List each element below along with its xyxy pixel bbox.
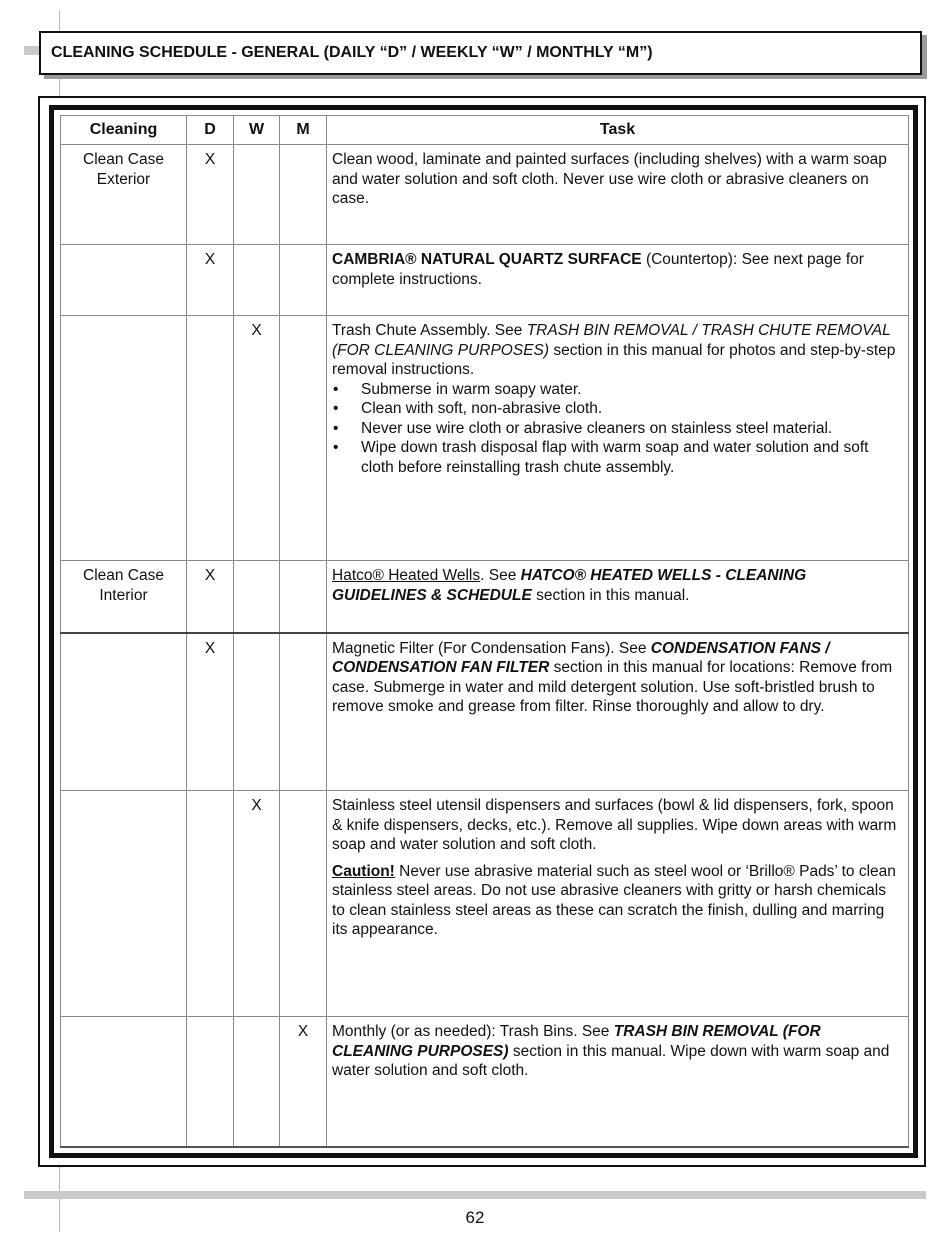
row-category xyxy=(61,245,187,316)
row-category xyxy=(61,1017,187,1147)
table-row xyxy=(61,561,909,633)
list-item: • Clean with soft, non-abrasive cloth. xyxy=(361,399,902,419)
weekly-mark xyxy=(234,561,280,633)
daily-mark: X xyxy=(187,633,234,791)
task-bold-italic-text: HATCO® HEATED WELLS - CLEANING GUIDELINES & SCHEDULE xyxy=(332,567,807,604)
table-row xyxy=(61,1017,909,1147)
table-row xyxy=(61,316,909,561)
column-header-weekly: W xyxy=(234,116,280,145)
task-text: Trash Chute Assembly. See xyxy=(332,322,527,339)
task-description xyxy=(327,561,909,633)
task-text: (Countertop): See next page for complete instructions. xyxy=(332,251,864,288)
daily-mark xyxy=(187,791,234,1017)
task-description xyxy=(327,633,909,791)
table-row xyxy=(61,245,909,316)
weekly-mark xyxy=(234,1017,280,1147)
task-text: section in this manual for photos and step-by-step removal instructions. xyxy=(332,341,896,378)
daily-mark: X xyxy=(187,145,234,245)
task-bold-text: CAMBRIA® NATURAL QUARTZ SURFACE xyxy=(332,251,642,268)
daily-mark xyxy=(187,1017,234,1147)
task-text: section in this manual. Wipe down with warm soap and water solution and soft cloth. xyxy=(332,1042,890,1079)
row-category: Clean Case Interior xyxy=(61,561,187,633)
monthly-mark: X xyxy=(280,1017,327,1147)
daily-mark: X xyxy=(187,561,234,633)
decorative-bar-bottom xyxy=(24,1191,926,1199)
caution-text: Never use abrasive material such as steel wool or ‘Brillo® Pads’ to clean stainless steel areas. Do not use abrasive cleaners with gritty or harsh chemicals to clean stainless steel areas as these can scratch the finish, dulling and marring its appearance. xyxy=(332,862,896,938)
task-text: section in this manual. xyxy=(531,586,690,604)
column-header-daily: D xyxy=(187,116,234,145)
page-title: CLEANING SCHEDULE - GENERAL (DAILY “D” / WEEKLY “W” / MONTHLY “M”) xyxy=(51,44,653,61)
weekly-mark xyxy=(234,245,280,316)
list-item: • Submerse in warm soapy water. xyxy=(361,380,902,400)
task-text: Stainless steel utensil dispensers and surfaces (bowl & lid dispensers, fork, spoon & knife dispensers, decks, etc.). Remove all supplies. Wipe down areas with warm soap and water solution and soft cloth. xyxy=(332,797,897,853)
weekly-mark: X xyxy=(234,791,280,1017)
monthly-mark xyxy=(280,561,327,633)
monthly-mark xyxy=(280,316,327,561)
task-text: Monthly (or as needed): Trash Bins. See xyxy=(332,1023,614,1040)
weekly-mark xyxy=(234,145,280,245)
list-item: • Never use wire cloth or abrasive cleaners on stainless steel material. xyxy=(361,419,902,439)
daily-mark xyxy=(187,316,234,561)
page-title-box xyxy=(39,31,922,75)
task-underlined-text: Hatco® Heated Wells xyxy=(332,567,481,584)
task-description: Clean wood, laminate and painted surfaces (including shelves) with a warm soap and water solution and soft cloth. Never use wire cloth or abrasive cleaners on case. xyxy=(327,145,909,245)
monthly-mark xyxy=(280,145,327,245)
task-description xyxy=(327,245,909,316)
task-bullet-list xyxy=(332,380,902,478)
table-header-row xyxy=(61,116,909,145)
cleaning-schedule-table xyxy=(60,115,909,1148)
daily-mark: X xyxy=(187,245,234,316)
row-category xyxy=(61,791,187,1017)
monthly-mark xyxy=(280,791,327,1017)
row-category xyxy=(61,633,187,791)
row-category: Clean Case Exterior xyxy=(61,145,187,245)
list-item: • Wipe down trash disposal flap with warm soap and water solution and soft cloth before reinstalling trash chute assembly. xyxy=(361,438,902,477)
caution-note xyxy=(332,862,902,940)
page-number: 62 xyxy=(465,1208,485,1227)
caution-label: Caution! xyxy=(332,862,395,880)
task-text: Magnetic Filter (For Condensation Fans). See xyxy=(332,639,651,657)
task-text: section in this manual for locations: Remove from case. Submerge in water and mild detergent solution. Use soft-bristled brush to remove smoke and grease from filter. Rinse thoroughly and allow to dry. xyxy=(332,659,893,715)
row-category xyxy=(61,316,187,561)
task-description xyxy=(327,316,909,561)
task-description xyxy=(327,1017,909,1147)
table-row xyxy=(61,791,909,1017)
column-header-cleaning: Cleaning xyxy=(61,116,187,145)
column-header-monthly: M xyxy=(280,116,327,145)
task-bold-italic-text: CONDENSATION FANS / CONDENSATION FAN FILTER xyxy=(332,639,830,676)
task-bold-italic-text: TRASH BIN REMOVAL (FOR CLEANING PURPOSES) xyxy=(332,1023,821,1060)
column-header-task: Task xyxy=(327,116,909,145)
weekly-mark xyxy=(234,633,280,791)
task-text: . See xyxy=(480,567,521,584)
monthly-mark xyxy=(280,633,327,791)
table-row xyxy=(61,633,909,791)
weekly-mark: X xyxy=(234,316,280,561)
task-description xyxy=(327,791,909,1017)
monthly-mark xyxy=(280,245,327,316)
task-italic-text: TRASH BIN REMOVAL / TRASH CHUTE REMOVAL (FOR CLEANING PURPOSES) xyxy=(332,322,891,359)
table-row xyxy=(61,145,909,245)
